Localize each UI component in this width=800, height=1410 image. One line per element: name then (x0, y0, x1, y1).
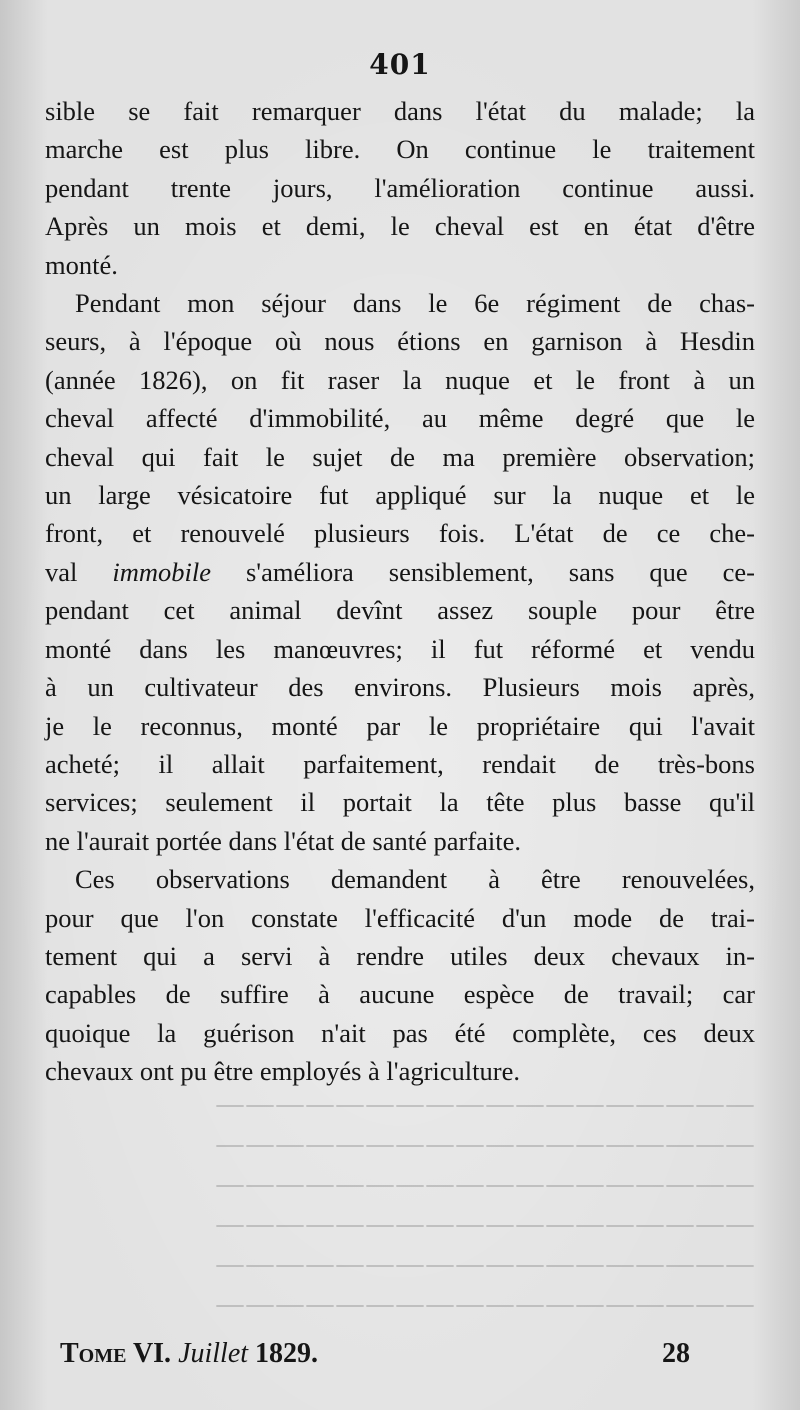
text-line: cheval affecté d'immobilité, au même degré que le (45, 403, 755, 434)
text-line: tement qui a servi à rendre utiles deux chevaux in- (45, 940, 755, 971)
text-line: front, et renouvelé plusieurs fois. L'état de ce che- (45, 518, 755, 549)
footer-year: 1829. (255, 1338, 319, 1369)
text-line-end: s'améliora sensiblement, sans que ce- (211, 556, 755, 587)
body-text (45, 92, 755, 1091)
text-line: sible se fait remarquer dans l'état du malade; la (45, 96, 755, 126)
text-line: services; seulement il portait la tête plus basse qu'il (45, 787, 755, 818)
show-through-text: —————————————————— —————————————————— —————————————————— —————————————————— —————————————————— —————————————————— (215, 1087, 755, 1322)
text-line: cheval qui fait le sujet de ma première observation; (45, 441, 755, 472)
text-line: pendant trente jours, l'amélioration continue aussi. (45, 172, 755, 203)
footer-tome: Tome VI. (60, 1338, 172, 1369)
text-line: marche est plus libre. On continue le traitement (45, 134, 755, 165)
italic-word: immobile (112, 556, 211, 587)
text-line: Pendant mon séjour dans le 6e régiment de chas- (75, 288, 755, 319)
page-footer (60, 1338, 690, 1370)
text-line: (année 1826), on fit raser la nuque et le front à un (45, 364, 755, 395)
text-line: à un cultivateur des environs. Plusieurs mois après, (45, 672, 755, 703)
text-line: quoique la guérison n'ait pas été complète, ces deux (45, 1017, 755, 1048)
page-number: 401 (369, 48, 431, 81)
text-line: monté dans les manœuvres; il fut réformé et vendu (45, 633, 755, 664)
text-line (45, 553, 755, 591)
signature-mark: 28 (662, 1338, 690, 1369)
text-line: pour que l'on constate l'efficacité d'un mode de trai- (45, 902, 755, 933)
text-line: acheté; il allait parfaitement, rendait de très-bons (45, 748, 755, 779)
text-line: pendant cet animal devînt assez souple pour être (45, 595, 755, 626)
text-line: seurs, à l'époque où nous étions en garnison à Hesdin (45, 326, 755, 357)
footer-month: Juillet (178, 1338, 249, 1369)
text-line: ne l'aurait portée dans l'état de santé parfaite. (45, 825, 522, 856)
text-line: Après un mois et demi, le cheval est en état d'être (45, 211, 755, 242)
text-line: capables de suffire à aucune espèce de travail; car (45, 979, 755, 1010)
text-line: un large vésicatoire fut appliqué sur la nuque et le (45, 480, 755, 511)
text-line: chevaux ont pu être employés à l'agriculture. (45, 1056, 520, 1087)
text-line: je le reconnus, monté par le propriétaire qui l'avait (45, 710, 755, 741)
text-line: monté. (45, 249, 118, 280)
text-line-start: val (45, 556, 113, 587)
text-line: Ces observations demandent à être renouvelées, (75, 864, 755, 895)
